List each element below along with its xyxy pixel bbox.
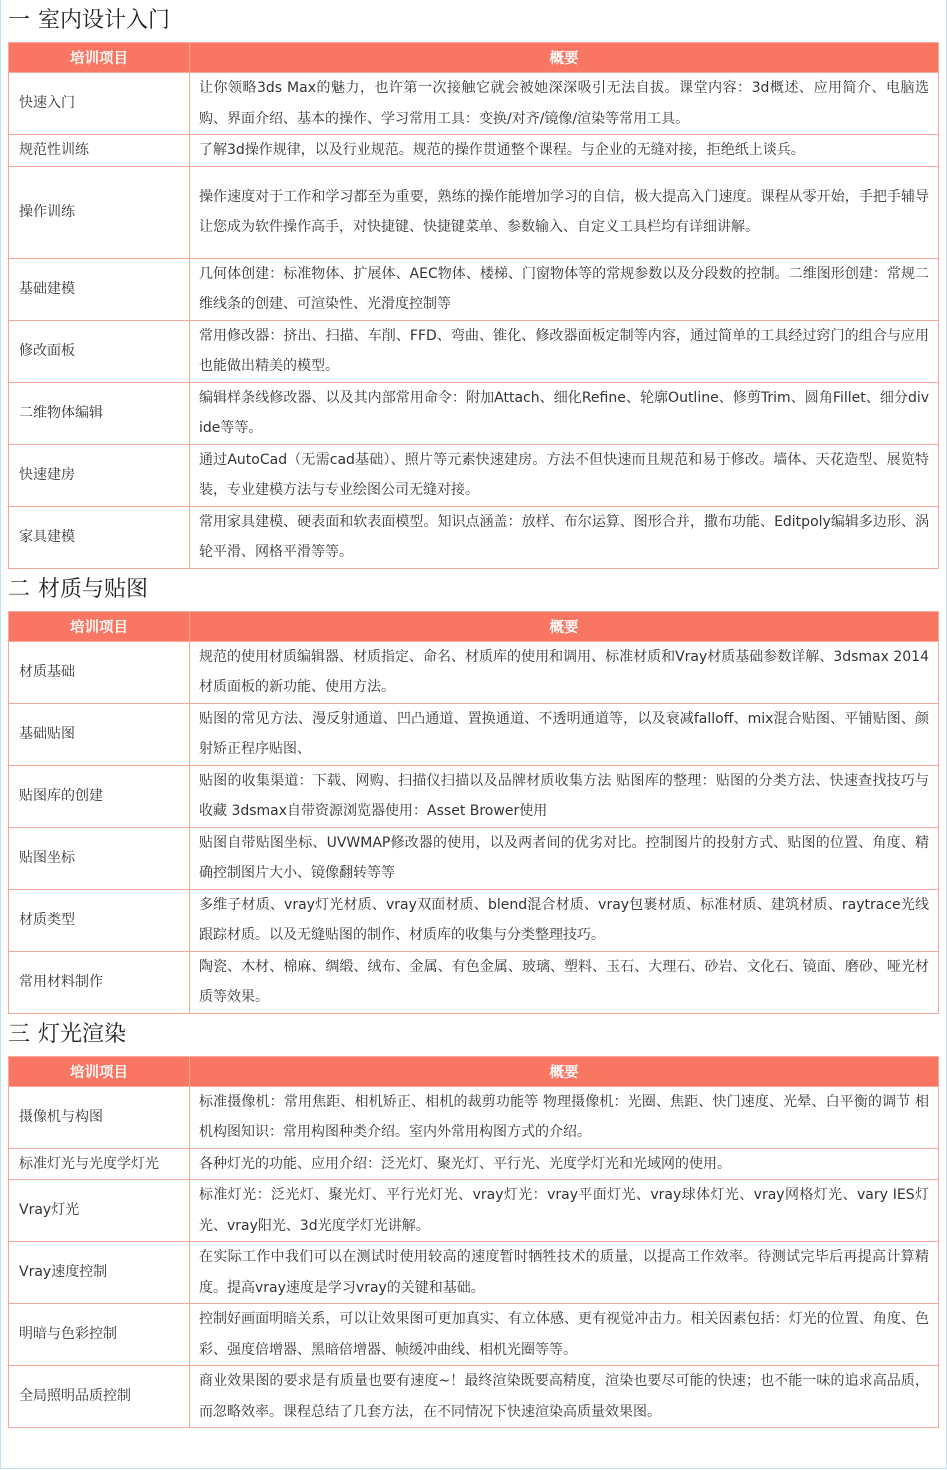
row-desc: 陶瓷、木材、棉麻、绸缎、绒布、金属、有色金属、玻璃、塑料、玉石、大理石、砂岩、文化石、镜面、磨砂、哑光材质等效果。	[190, 951, 939, 1013]
section-title-text: 材质与贴图	[38, 576, 149, 602]
section-title-text: 灯光渲染	[38, 1021, 127, 1047]
row-desc: 规范的使用材质编辑器、材质指定、命名、材质库的使用和调用、标准材质和Vray材质基础参数详解、3dsmax 2014材质面板的新功能、使用方法。	[190, 641, 939, 703]
table-row	[9, 1148, 939, 1180]
table-row	[9, 1304, 939, 1366]
table-row	[9, 951, 939, 1013]
table-row	[9, 320, 939, 382]
row-name: 全局照明品质控制	[9, 1366, 190, 1428]
table-row	[9, 1180, 939, 1242]
row-name: 摄像机与构图	[9, 1086, 190, 1148]
row-desc: 贴图的收集渠道：下载、网购、扫描仪扫描以及品牌材质收集方法 贴图库的整理：贴图的分类方法、快速查找技巧与收藏 3dsmax自带资源浏览器使用：Asset Brower使用	[190, 765, 939, 827]
row-desc: 编辑样条线修改器、以及其内部常用命令：附加Attach、细化Refine、轮廓Outline、修剪Trim、圆角Fillet、细分divide等等。	[190, 382, 939, 444]
course-table	[8, 42, 939, 569]
row-name: 贴图库的创建	[9, 765, 190, 827]
row-desc: 贴图的常见方法、漫反射通道、凹凸通道、置换通道、不透明通道等，以及衰减falloff、mix混合贴图、平铺贴图、颜射矫正程序贴图、	[190, 703, 939, 765]
row-desc: 控制好画面明暗关系，可以让效果图可更加真实、有立体感、更有视觉冲击力。相关因素包括：灯光的位置、角度、色彩、强度倍增器、黑暗倍增器、帧缓冲曲线、相机光圈等等。	[190, 1304, 939, 1366]
course-table	[8, 611, 939, 1014]
row-name: 材质基础	[9, 641, 190, 703]
section-title	[8, 0, 938, 42]
header-summary: 概要	[190, 1056, 939, 1086]
row-name: 贴图坐标	[9, 827, 190, 889]
table-row	[9, 827, 939, 889]
table-row	[9, 135, 939, 167]
table-header-row	[9, 611, 939, 641]
section-title	[8, 569, 938, 611]
course-table	[8, 1056, 939, 1429]
row-name: 规范性训练	[9, 135, 190, 167]
header-summary: 概要	[190, 43, 939, 73]
row-desc: 了解3d操作规律，以及行业规范。规范的操作贯通整个课程。与企业的无缝对接，拒绝纸上谈兵。	[190, 135, 939, 167]
row-desc: 让你领略3ds Max的魅力，也许第一次接触它就会被她深深吸引无法自拔。课堂内容：3d概述、应用简介、电脑选购、界面介绍、基本的操作、学习常用工具：变换/对齐/镜像/渲染等常用工具。	[190, 73, 939, 135]
table-row	[9, 166, 939, 258]
table-row	[9, 1086, 939, 1148]
section-number: 一	[8, 8, 31, 33]
section-number: 二	[8, 576, 31, 602]
row-desc: 几何体创建：标准物体、扩展体、AEC物体、楼梯、门窗物体等的常规参数以及分段数的控制。二维图形创建：常规二维线条的创建、可渲染性、光滑度控制等	[190, 258, 939, 320]
table-header-row	[9, 1056, 939, 1086]
row-name: 操作训练	[9, 166, 190, 258]
table-row	[9, 1242, 939, 1304]
table-row	[9, 1366, 939, 1428]
table-row	[9, 444, 939, 506]
table-header-row	[9, 43, 939, 73]
row-desc: 在实际工作中我们可以在测试时使用较高的速度暂时牺牲技术的质量，以提高工作效率。待测试完毕后再提高计算精度。提高vray速度是学习vray的关键和基础。	[190, 1242, 939, 1304]
header-summary: 概要	[190, 611, 939, 641]
row-name: 修改面板	[9, 320, 190, 382]
row-name: Vray灯光	[9, 1180, 190, 1242]
section-number: 三	[8, 1021, 31, 1047]
row-desc: 通过AutoCad（无需cad基础）、照片等元素快速建房。方法不但快速而且规范和易于修改。墙体、天花造型、展览特装，专业建模方法与专业绘图公司无缝对接。	[190, 444, 939, 506]
row-name: 标准灯光与光度学灯光	[9, 1148, 190, 1180]
content	[8, 0, 938, 1428]
header-project: 培训项目	[9, 43, 190, 73]
row-desc: 操作速度对于工作和学习都至为重要，熟练的操作能增加学习的自信，极大提高入门速度。课程从零开始，手把手辅导让您成为软件操作高手，对快捷键、快捷键菜单、参数输入、自定义工具栏均有详细讲解。	[190, 166, 939, 258]
row-name: 常用材料制作	[9, 951, 190, 1013]
row-name: 家具建模	[9, 506, 190, 568]
row-name: Vray速度控制	[9, 1242, 190, 1304]
row-name: 基础建模	[9, 258, 190, 320]
table-row	[9, 889, 939, 951]
row-desc: 常用家具建模、硬表面和软表面模型。知识点涵盖：放样、布尔运算、图形合并，撒布功能、Editpoly编辑多边形、涡轮平滑、网格平滑等等。	[190, 506, 939, 568]
row-name: 快速建房	[9, 444, 190, 506]
table-row	[9, 73, 939, 135]
table-row	[9, 506, 939, 568]
section-title	[8, 1014, 938, 1056]
header-project: 培训项目	[9, 1056, 190, 1086]
header-project: 培训项目	[9, 611, 190, 641]
table-row	[9, 703, 939, 765]
row-desc: 各种灯光的功能、应用介绍：泛光灯、聚光灯、平行光、光度学灯光和光域网的使用。	[190, 1148, 939, 1180]
row-desc: 常用修改器：挤出、扫描、车削、FFD、弯曲、锥化、修改器面板定制等内容，通过简单的工具经过窍门的组合与应用也能做出精美的模型。	[190, 320, 939, 382]
table-row	[9, 382, 939, 444]
row-desc: 标准摄像机：常用焦距、相机矫正、相机的裁剪功能等 物理摄像机：光圈、焦距、快门速度、光晕、白平衡的调节 相机构图知识：常用构图种类介绍。室内外常用构图方式的介绍。	[190, 1086, 939, 1148]
row-name: 二维物体编辑	[9, 382, 190, 444]
row-desc: 多维子材质、vray灯光材质、vray双面材质、blend混合材质、vray包裹材质、标准材质、建筑材质、raytrace光线跟踪材质。以及无缝贴图的制作、材质库的收集与分类整理技巧。	[190, 889, 939, 951]
row-name: 材质类型	[9, 889, 190, 951]
row-desc: 标准灯光：泛光灯、聚光灯、平行光灯光、vray灯光：vray平面灯光、vray球体灯光、vray网格灯光、vary IES灯光、vray阳光、3d光度学灯光讲解。	[190, 1180, 939, 1242]
row-name: 快速入门	[9, 73, 190, 135]
table-row	[9, 258, 939, 320]
table-row	[9, 641, 939, 703]
row-desc: 商业效果图的要求是有质量也要有速度~！最终渲染既要高精度，渲染也要尽可能的快速；也不能一味的追求高品质，而忽略效率。课程总结了几套方法，在不同情况下快速渲染高质量效果图。	[190, 1366, 939, 1428]
section-title-text: 室内设计入门	[38, 8, 171, 33]
table-row	[9, 765, 939, 827]
row-desc: 贴图自带贴图坐标、UVWMAP修改器的使用，以及两者间的优劣对比。控制图片的投射方式、贴图的位置、角度、精确控制图片大小、镜像翻转等等	[190, 827, 939, 889]
row-name: 基础贴图	[9, 703, 190, 765]
row-name: 明暗与色彩控制	[9, 1304, 190, 1366]
